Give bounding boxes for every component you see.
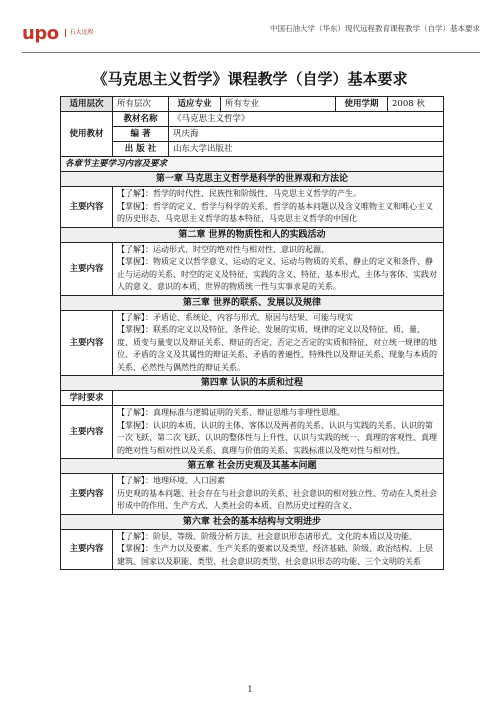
chapter-5-content [113,474,444,515]
info-row-3 [61,127,444,142]
chapter-3-line-2: 【掌握】：联系的定义以及特征、条件论、发展的实质、规律的定义以及特征、质、量、度、质变与量变以及辩证关系、辩证的否定、否定之否定的实质和特征、对立统一规律的地位、矛盾的含义及其属性的辩证关系、矛盾的普遍性、特殊性以及辩证关系、现象与本质的关系、必然性与偶然性的辩证关系。 [117,325,437,372]
chapter-2-line-1: 【了解】：运动形式、时空的绝对性与相对性、意识的起源、 [117,244,329,254]
chapter-1-content [113,187,444,228]
editor-value: 巩庆海 [169,127,444,142]
chapter-6-content-row [61,529,444,570]
chapter-1-title-row [61,172,444,187]
chapter-6-label: 主要内容 [61,529,113,570]
chapter-1-line-1: 【了解】：哲学的时代性、民族性和阶级性、马克思主义哲学的产生。 [117,189,361,198]
chapter-3-label: 主要内容 [61,310,113,376]
chapter-5-title: 第五章 社会历史观及其基本问题 [61,459,444,474]
chapter-5-line-2: 历史观的基本问题、社会存在与社会意识的关系、社会意识的相对独立性、劳动在人类社会形成中的作用、生产方式、人类社会的本质、自然历史过程的含义、 [117,488,437,510]
chapter-4-line-1: 【了解】：真理标准与逻辑证明的关系、辩证思维与非理性思维。 [117,408,345,417]
chapter-3-title: 第三章 世界的联系、发展以及规律 [61,295,444,310]
section-heading-row [61,157,444,172]
book-name-value: 《马克思主义哲学》 [169,112,444,127]
level-value: 所有层次 [113,97,169,112]
chapter-4-content [113,406,444,459]
major-value: 所有专业 [221,97,336,112]
chapter-4-line-2: 【掌握】：认识的本质、认识的主体、客体以及两者的关系、认识与实践的关系、认识的第一次飞跃、第二次飞跃、认识的整体性与上升性、认识与实践的统一、真理的客观性、真理的绝对性与相对性以及关系、真理与价值的关系、实践标准以及绝对性与相对性、 [117,420,437,455]
study-req-label: 学时要求 [61,391,113,406]
chapter-5-title-row [61,459,444,474]
chapter-3-content-row [61,310,444,376]
editor-label: 编 著 [113,127,169,142]
section-heading: 各章节主要学习内容及要求 [61,157,444,172]
term-label: 使用学期 [336,97,388,112]
chapter-1-content-row [61,187,444,228]
chapter-4-title-row [61,376,444,391]
textbook-label: 使用教材 [61,112,113,157]
chapter-3-line-1: 【了解】：矛盾论、系统论、内容与形式、原因与结果、可能与现实 [117,312,353,322]
info-row-4 [61,142,444,157]
page-header [22,16,480,53]
publisher-value: 山东大学出版社 [169,142,444,157]
book-name-label: 教材名称 [113,112,169,127]
requirements-table [60,96,444,570]
header-text: 中国石油大学（华东）现代远程教育课程教学（自学）基本要求 [270,24,480,33]
info-row-1 [61,97,444,112]
page-number: 1 [247,685,253,694]
chapter-3-content [113,310,444,376]
chapter-5-content-row [61,474,444,515]
info-row-2 [61,112,444,127]
chapter-1-title: 第一章 马克思主义哲学是科学的世界观和方法论 [61,172,444,187]
logo-text: upo [22,22,59,44]
study-req-row [61,391,444,406]
term-value: 2008 秋 [388,97,444,112]
chapter-5-line-1: 【了解】：地理环境、人口因素 [117,476,225,485]
chapter-3-title-row [61,295,444,310]
chapter-2-content [113,242,444,295]
chapter-6-title: 第六章 社会的基本结构与文明进步 [61,514,444,529]
chapter-6-line-1: 【了解】：阶层、等级、阶级分析方法、社会意识形态诸形式、文化的本质以及功能、 [117,531,417,541]
university-logo [22,18,94,48]
chapter-4-label: 主要内容 [61,406,113,459]
chapter-2-title: 第二章 世界的物质性和人的实践活动 [61,227,444,242]
chapter-6-line-2: 【掌握】：生产力以及要素、生产关系的要素以及类型、经济基础、阶级、政治结构、上层建筑、国家以及职能、类型、社会意识的类型、社会意识形态的功能、三个文明的关系 [117,544,433,566]
chapter-5-label: 主要内容 [61,474,113,515]
study-req-value [113,391,444,406]
chapter-6-title-row [61,514,444,529]
chapter-4-title: 第四章 认识的本质和过程 [61,376,444,391]
chapter-2-label: 主要内容 [61,242,113,295]
major-label: 适应专业 [169,97,221,112]
chapter-2-title-row [61,227,444,242]
chapter-1-label: 主要内容 [61,187,113,228]
document-title: 《马克思主义哲学》课程教学（自学）基本要求 [92,70,408,88]
chapter-1-line-2: 【掌握】：哲学的定义、哲学与科学的关系、哲学的基本问题以及含义唯物主义和唯心主义的历史形态、马克思主义哲学的基本特征、马克思主义哲学的中国化 [117,201,433,223]
chapter-4-content-row [61,406,444,459]
chapter-6-content [113,529,444,570]
level-label: 适用层次 [61,97,113,112]
chapter-2-line-2: 【掌握】：物质定义以哲学意义、运动的定义、运动与物质的关系、静止的定义和条件、静止与运动的关系、时空的定义及特征、实践的含义、特征、基本形式、主体与客体、实践对人的意义、意识的本质、世界的物质统一性与实事求是的关系。 [117,257,437,291]
logo-subtitle: 石大远程 [65,29,94,37]
publisher-label: 出 版 社 [113,142,169,157]
chapter-2-content-row [61,242,444,295]
